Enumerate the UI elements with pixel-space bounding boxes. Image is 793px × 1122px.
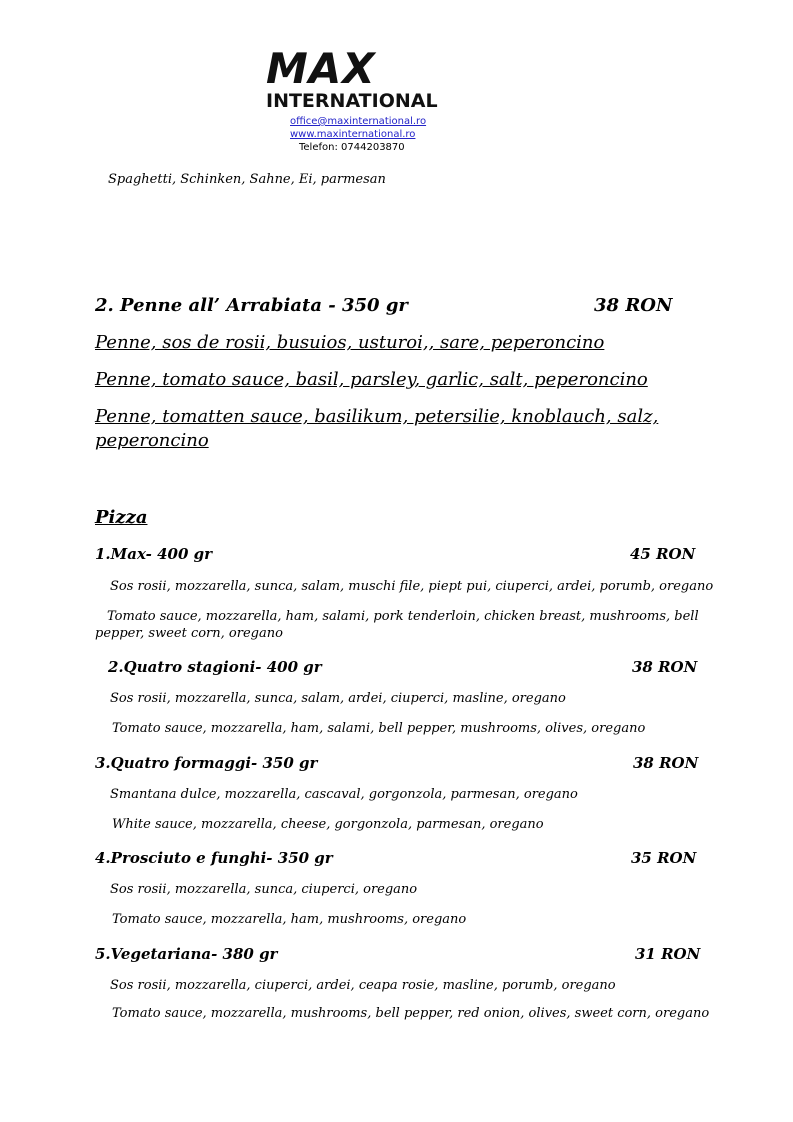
logo-wordmark-max: MAX: [266, 44, 376, 93]
pizza-description-en: White sauce, mozzarella, cheese, gorgonzola, parmesan, oregano: [112, 817, 544, 832]
pizza-description-en: Tomato sauce, mozzarella, ham, mushrooms, oregano: [112, 912, 467, 927]
pizza-description-ro: Sos rosii, mozzarella, sunca, salam, muschi file, piept pui, ciuperci, ardei, porumb, oregano: [110, 579, 714, 594]
pizza-description-en-continued: pepper, sweet corn, oregano: [95, 626, 283, 641]
penne-description-ro: Penne, sos de rosii, busuios, usturoi,, sare, peperoncino: [95, 332, 605, 353]
pizza-description-en: Tomato sauce, mozzarella, ham, salami, bell pepper, mushrooms, olives, oregano: [112, 721, 646, 736]
logo-wordmark-international: INTERNATIONAL: [266, 90, 438, 112]
pizza-title: 4.Prosciuto e funghi- 350 gr: [95, 849, 333, 867]
pizza-description-ro: Smantana dulce, mozzarella, cascaval, gorgonzola, parmesan, oregano: [110, 787, 578, 802]
pizza-price: 38 RON: [632, 658, 698, 676]
dish-title-penne: 2. Penne all’ Arrabiata - 350 gr: [95, 295, 408, 316]
pizza-title: 2.Quatro stagioni- 400 gr: [108, 658, 322, 676]
pizza-description-en: Tomato sauce, mozzarella, mushrooms, bell pepper, red onion, olives, sweet corn, oregano: [112, 1006, 710, 1021]
pizza-price: 38 RON: [633, 754, 699, 772]
pizza-price: 35 RON: [631, 849, 697, 867]
penne-description-en: Penne, tomato sauce, basil, parsley, garlic, salt, peperoncino: [95, 369, 648, 390]
pizza-title: 5.Vegetariana- 380 gr: [95, 945, 278, 963]
pizza-title: 1.Max- 400 gr: [95, 545, 213, 563]
dish-price-penne: 38 RON: [594, 295, 673, 316]
previous-dish-german-description: Spaghetti, Schinken, Sahne, Ei, parmesan: [108, 172, 386, 187]
website-link[interactable]: www.maxinternational.ro: [290, 129, 416, 140]
email-link[interactable]: office@maxinternational.ro: [290, 116, 427, 127]
pizza-price: 45 RON: [630, 545, 696, 563]
pizza-title: 3.Quatro formaggi- 350 gr: [95, 754, 318, 772]
pizza-description-en: Tomato sauce, mozzarella, ham, salami, pork tenderloin, chicken breast, mushrooms, bell: [107, 609, 699, 624]
section-heading-pizza: Pizza: [95, 507, 148, 528]
pizza-description-ro: Sos rosii, mozzarella, ciuperci, ardei, ceapa rosie, masline, porumb, oregano: [110, 978, 616, 993]
penne-description-de-continued: peperoncino: [95, 430, 209, 451]
penne-description-de: Penne, tomatten sauce, basilikum, petersilie, knoblauch, salz,: [95, 406, 659, 427]
phone-number: Telefon: 0744203870: [299, 142, 405, 153]
pizza-price: 31 RON: [635, 945, 701, 963]
pizza-description-ro: Sos rosii, mozzarella, sunca, ciuperci, oregano: [110, 882, 418, 897]
pizza-description-ro: Sos rosii, mozzarella, sunca, salam, ardei, ciuperci, masline, oregano: [110, 691, 566, 706]
